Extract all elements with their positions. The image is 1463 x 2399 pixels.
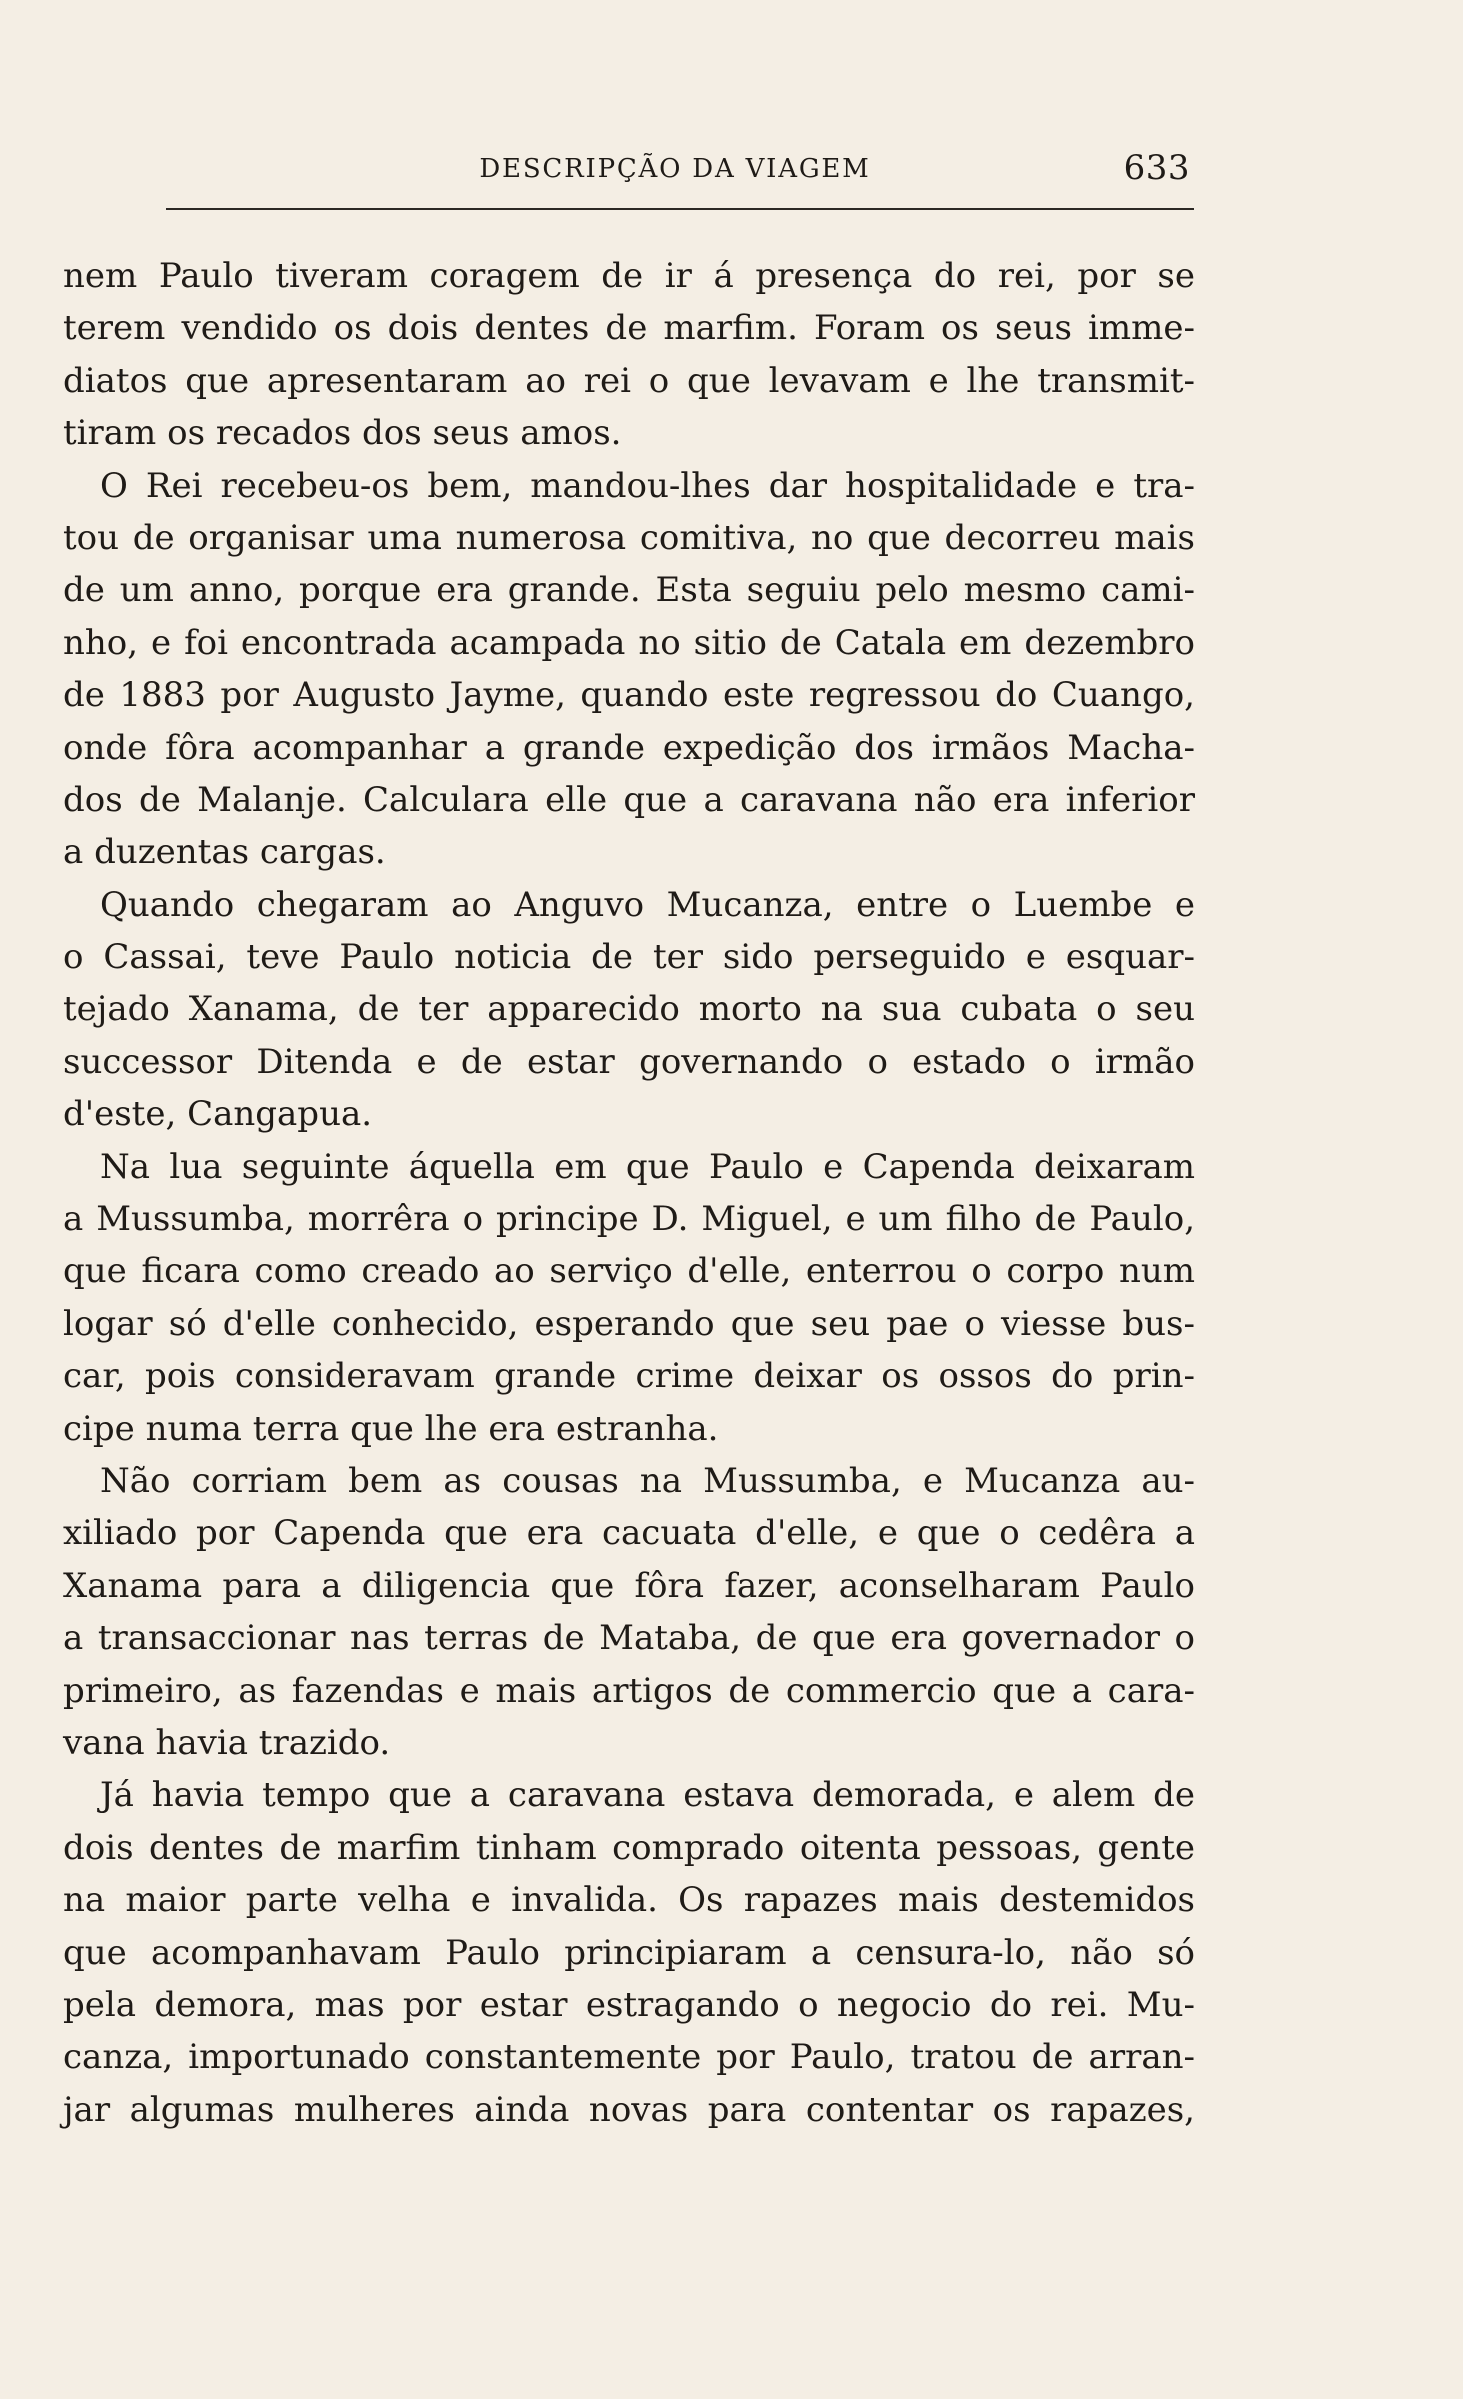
text-line: a duzentas cargas.	[63, 832, 386, 873]
text-line: Já havia tempo que a caravana estava demorada, e alem de	[100, 1775, 1195, 1816]
text-line: a transaccionar nas terras de Mataba, de que era governador o	[63, 1618, 1195, 1659]
text-line: Xanama para a diligencia que fôra fazer, aconselharam Paulo	[63, 1565, 1195, 1606]
text-line: tiram os recados dos seus amos.	[63, 413, 622, 454]
text-line: dois dentes de marfim tinham comprado oitenta pessoas, gente	[63, 1827, 1195, 1868]
text-line: de um anno, porque era grande. Esta seguiu pelo mesmo cami-	[63, 570, 1195, 611]
body-text	[63, 250, 1195, 2136]
text-line: terem vendido os dois dentes de marfim. Foram os seus imme-	[63, 308, 1195, 349]
text-line: vana havia trazido.	[63, 1722, 391, 1763]
text-line: car, pois consideravam grande crime deixar os ossos do prin-	[63, 1356, 1195, 1397]
text-line: O Rei recebeu-os bem, mandou-lhes dar hospitalidade e tra-	[100, 465, 1195, 506]
text-line: cipe numa terra que lhe era estranha.	[63, 1408, 719, 1449]
text-line: canza, importunado constantemente por Paulo, tratou de arran-	[63, 2037, 1195, 2078]
text-line: diatos que apresentaram ao rei o que levavam e lhe transmit-	[63, 360, 1195, 401]
text-line: nem Paulo tiveram coragem de ir á presença do rei, por se	[63, 256, 1195, 296]
text-line: na maior parte velha e invalida. Os rapazes mais destemidos	[63, 1880, 1195, 1921]
text-line: primeiro, as fazendas e mais artigos de commercio que a cara-	[63, 1670, 1195, 1711]
running-head-title: DESCRIPÇÃO DA VIAGEM	[479, 154, 871, 184]
text-line: Quando chegaram ao Anguvo Mucanza, entre o Luembe e	[100, 884, 1195, 925]
text-line: Na lua seguinte áquella em que Paulo e Capenda deixaram	[100, 1146, 1195, 1187]
text-line: successor Ditenda e de estar governando o estado o irmão	[63, 1041, 1195, 1082]
text-line: logar só d'elle conhecido, esperando que seu pae o viesse bus-	[63, 1303, 1195, 1344]
text-line: Não corriam bem as cousas na Mussumba, e Mucanza au-	[100, 1460, 1195, 1501]
text-line: de 1883 por Augusto Jayme, quando este regressou do Cuango,	[63, 675, 1195, 716]
text-line: a Mussumba, morrêra o principe D. Miguel, e um filho de Paulo,	[63, 1199, 1195, 1240]
text-line: que acompanhavam Paulo principiaram a censura-lo, não só	[63, 1932, 1195, 1973]
text-line: dos de Malanje. Calculara elle que a caravana não era inferior	[63, 779, 1195, 820]
text-line: nho, e foi encontrada acampada no sitio de Catala em dezembro	[63, 622, 1195, 663]
page-number: 633	[1123, 148, 1190, 188]
text-line: que ficara como creado ao serviço d'elle, enterrou o corpo num	[63, 1251, 1195, 1292]
header-rule	[166, 208, 1194, 210]
text-line: tejado Xanama, de ter apparecido morto na sua cubata o seu	[63, 989, 1195, 1030]
text-line: xiliado por Capenda que era cacuata d'elle, e que o cedêra a	[63, 1513, 1195, 1554]
running-head	[160, 148, 1190, 188]
text-line: jar algumas mulheres ainda novas para contentar os rapazes,	[63, 2089, 1195, 2130]
text-line: onde fôra acompanhar a grande expedição dos irmãos Macha-	[63, 727, 1195, 768]
text-line: d'este, Cangapua.	[63, 1094, 373, 1135]
text-line: tou de organisar uma numerosa comitiva, no que decorreu mais	[63, 517, 1195, 558]
text-line: o Cassai, teve Paulo noticia de ter sido perseguido e esquar-	[63, 937, 1195, 978]
text-line: pela demora, mas por estar estragando o negocio do rei. Mu-	[63, 1984, 1195, 2025]
